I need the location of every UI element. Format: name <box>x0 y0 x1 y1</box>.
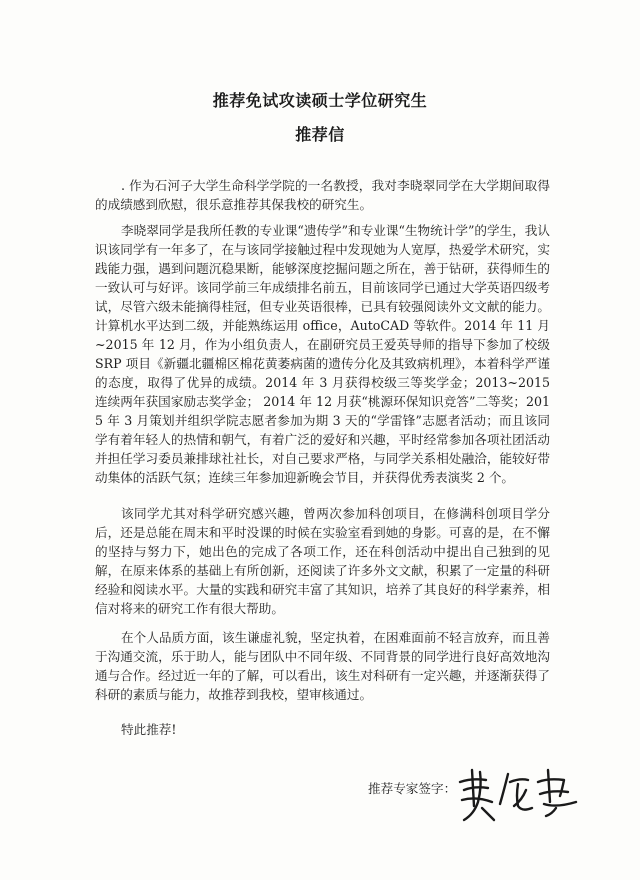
paragraph-research: 该同学尤其对科学研究感兴趣，曾两次参加科创项目，在修满科创项目学分后，还是总能在周末和平时没课的时候在实验室看到她的身影。可喜的是，在不懈的坚持与努力下，她出色的完成了各项工作，还在科创活动中提出自己独到的见解，在原来体系的基础上有所创新，还阅读了许多外文文献，积累了一定量的科研经验和阅读水平。大量的实践和研究丰富了其知识，培养了其良好的科学素养，相信对将来的研究工作有很大帮助。 <box>95 506 550 616</box>
paragraph-closing: 特此推荐! <box>121 722 177 737</box>
paragraph-background: 李晓翠同学是我所任教的专业课“遗传学”和专业课“生物统计学”的学生，我认识该同学有一年多了，在与该同学接触过程中发现她为人宽厚，热爱学术研究，实践能力强，遇到问题沉稳果断，能够深度挖掘问题之所在，善于钻研，获得师生的一致认可与好评。该同学前三年成绩排名前五，目前该同学已通过大学英语四级考试，尽管六级未能摘得桂冠，但专业英语很棒，已具有较强阅读外文文献的能力。计算机水平达到二级，并能熟练运用 office，AutoCAD 等软件。2014 年 11 月~2015 年 12 月，作为小组负责人，在副研究员王爱英导师的指导下参加了校级 SRP 项目《新疆北疆棉区棉花黄萎病菌的遗传分化及其致病机理》，本着科学严谨的态度，取得了优异的成绩。2014 年 3 月获得校级三等奖学金；2013~2015 连续两年获国家励志奖学金； 2014 年 12 月获“桃源环保知识竞答”二等奖；2015 年 3 月策划并组织学院志愿者参加为期 3 天的“学雷锋”志愿者活动；而且该同学有着年轻人的热情和朝气，有着广泛的爱好和兴趣，平时经常参加各项社团活动并担任学习委员兼排球社社长，对自己要求严格，与同学关系相处融洽，能较好带动集体的活跃气氛；连续三年参加迎新晚会节目，并获得优秀表演奖 2 个。 <box>95 223 550 485</box>
paragraph-character: 在个人品质方面，该生谦虚礼貌，坚定执着，在困难面前不轻言放弃，而且善于沟通交流，乐于助人，能与团队中不同年级、不同背景的同学进行良好高效地沟通与合作。经过近一年的了解，可以看出，该生对科研有一定兴趣，并逐渐获得了科研的素质与能力，故推荐到我校，望审核通过。 <box>95 630 550 702</box>
page-subtitle: 推荐信 <box>295 125 345 144</box>
page-title: 推荐免试攻读硕士学位研究生 <box>212 91 428 110</box>
signature-label: 推荐专家签字： <box>368 781 457 796</box>
handwritten-signature <box>452 756 582 826</box>
paragraph-intro: . 作为石河子大学生命科学学院的一名教授，我对李晓翠同学在大学期间取得的成绩感到欣慰，很乐意推荐其保我校的研究生。 <box>95 178 550 212</box>
